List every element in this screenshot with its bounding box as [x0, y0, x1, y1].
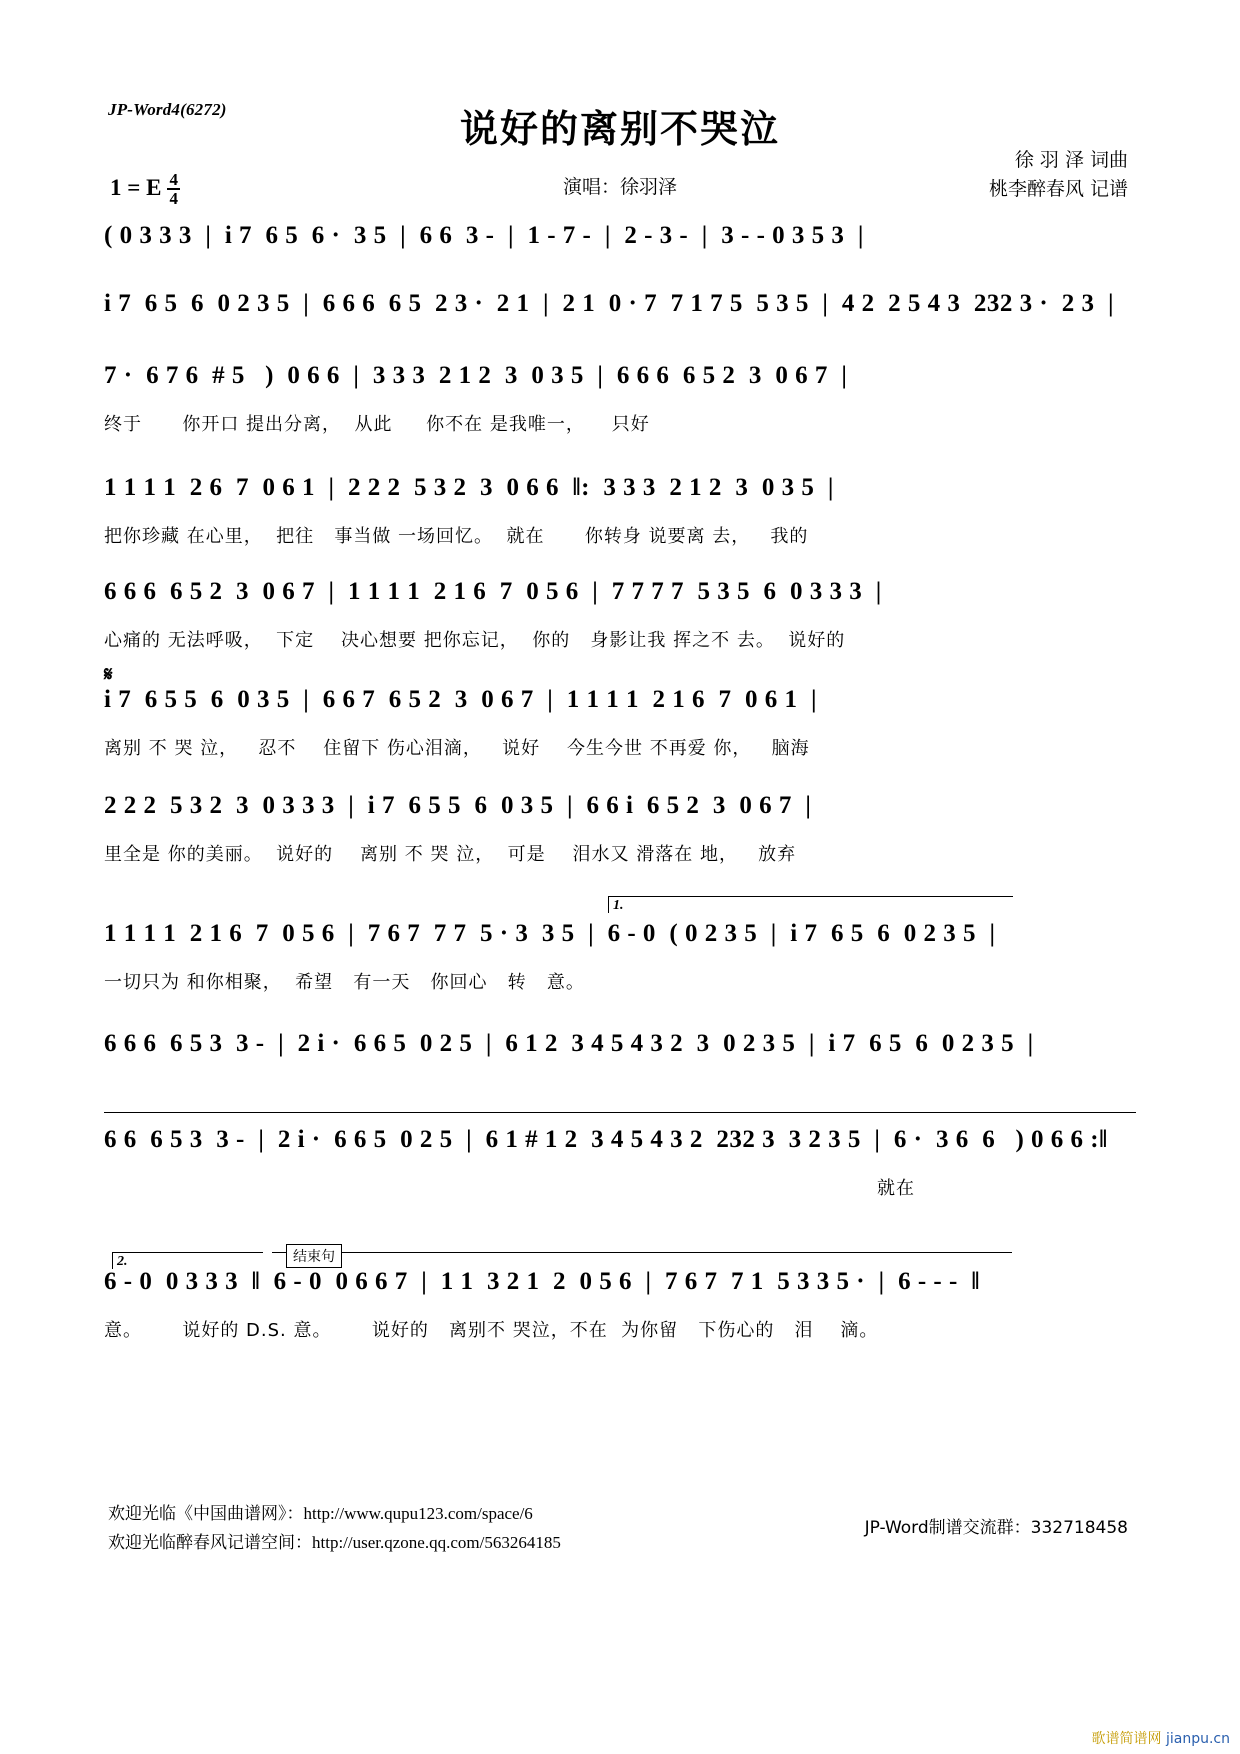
music-system: [104, 290, 1136, 338]
lyric-line: 终于 你开口 提出分离， 从此 你不在 是我唯一， 只好: [104, 414, 650, 435]
footer-group: JP-Word制谱交流群：332718458: [864, 1518, 1128, 1538]
key-signature: [110, 170, 180, 206]
notation-line: 1 1 1 1 2 1 6 7 0 5 6 | 7 6 7 7 7 5 · 3 3 5 | 6 - 0 ( 0 2 3 5 | i 7 6 5 6 0 2 3 5 |: [104, 920, 996, 947]
time-denominator: 4: [169, 189, 178, 208]
lyric-line: 把你珍藏 在心里， 把往 事当做 一场回忆。 就在 你转身 说要离 去， 我的: [104, 526, 809, 547]
page-title: 说好的离别不哭泣: [459, 107, 780, 151]
footer-line-1: 欢迎光临《中国曲谱网》：http://www.qupu123.com/space/6: [108, 1504, 533, 1524]
notation-line: 6 - 0 0 3 3 3 ‖ 6 - 0 0 6 6 7 | 1 1 3 2 1 2 0 5 6 | 7 6 7 7 1 5 3 3 5 · | 6 - - - ‖: [104, 1268, 980, 1295]
lyric-line: 里全是 你的美丽。 说好的 离别 不 哭 泣， 可是 泪水又 滑落在 地， 放弃: [104, 844, 797, 865]
volta-label: 2.: [117, 1254, 128, 1269]
credits: [989, 146, 1128, 205]
lyric-line: 就在: [104, 1178, 915, 1199]
footer-links: [108, 1500, 561, 1558]
notation-line: 6 6 6 5 3 3 - | 2 i · 6 6 5 0 2 5 | 6 1 # 1 2 3 4 5 4 3 2 232 3 3 2 3 5 | 6 · 3 6 6 ) 0 6 6 :‖: [104, 1126, 1108, 1153]
notation-line: 6 6 6 6 5 2 3 0 6 7 | 1 1 1 1 2 1 6 7 0 5 6 | 7 7 7 7 5 3 5 6 0 3 3 3 |: [104, 578, 882, 605]
watermark-en: jianpu.cn: [1165, 1731, 1230, 1747]
music-system: [104, 474, 1136, 548]
document-id: JP-Word4(6272): [108, 100, 227, 119]
volta-bracket-2: [112, 1252, 263, 1269]
system-divider: [272, 1252, 1012, 1253]
music-system: [104, 1268, 1136, 1342]
footer-line-2: 欢迎光临醉春风记谱空间：http://user.qzone.qq.com/563264185: [108, 1533, 561, 1553]
lyric-line: 一切只为 和你相聚， 希望 有一天 你回心 转 意。: [104, 972, 585, 993]
notation-line: 1 1 1 1 2 6 7 0 6 1 | 2 2 2 5 3 2 3 0 6 6 ‖: 3 3 3 2 1 2 3 0 3 5 |: [104, 474, 834, 501]
watermark-cn: 歌谱简谱网: [1091, 1731, 1162, 1747]
notation-line: 2 2 2 5 3 2 3 0 3 3 3 | i 7 6 5 5 6 0 3 5 | 6 6 i 6 5 2 3 0 6 7 |: [104, 792, 812, 819]
music-system: [104, 1126, 1136, 1200]
credit-transcriber: 桃李醉春风 记谱: [988, 178, 1128, 201]
volta-label: 1.: [613, 898, 624, 913]
time-signature: [167, 171, 180, 207]
segno-icon: 𝄋: [104, 664, 113, 686]
notation-line: ( 0 3 3 3 | i 7 6 5 6 · 3 5 | 6 6 3 - | 1 - 7 - | 2 - 3 - | 3 - - 0 3 5 3 |: [104, 222, 864, 249]
notation-line: i 7 6 5 5 6 0 3 5 | 6 6 7 6 5 2 3 0 6 7 | 1 1 1 1 2 1 6 7 0 6 1 |: [104, 686, 817, 713]
notation-line: 7 · 6 7 6 # 5 ) 0 6 6 | 3 3 3 2 1 2 3 0 3 5 | 6 6 6 6 5 2 3 0 6 7 |: [104, 362, 848, 389]
lyric-line: 心痛的 无法呼吸， 下定 决心想要 把你忘记， 你的 身影让我 挥之不 去。 说好的: [104, 630, 846, 651]
notation-line: 6 6 6 6 5 3 3 - | 2 i · 6 6 5 0 2 5 | 6 1 2 3 4 5 4 3 2 3 0 2 3 5 | i 7 6 5 6 0 2 3 5 |: [104, 1030, 1034, 1057]
lyric-line: 离别 不 哭 泣， 忍不 住留下 伤心泪滴， 说好 今生今世 不再爱 你， 脑海: [104, 738, 810, 759]
music-system: [104, 1030, 1136, 1078]
time-numerator: 4: [169, 170, 178, 189]
system-divider: [104, 1112, 1136, 1113]
credit-composer: 徐 羽 泽 词曲: [1014, 149, 1128, 171]
music-system: [104, 578, 1136, 652]
notation-line: i 7 6 5 6 0 2 3 5 | 6 6 6 6 5 2 3 · 2 1 | 2 1 0 · 7 7 1 7 5 5 3 5 | 4 2 2 5 4 3 232 3 · 2 3 |: [104, 290, 1114, 317]
ending-label: 结束句: [286, 1244, 342, 1268]
music-system: [104, 792, 1136, 866]
music-system: [104, 222, 1136, 270]
watermark: [1092, 1728, 1230, 1748]
lyric-line: 意。 说好的 D.S. 意。 说好的 离别不 哭泣，不在 为你留 下伤心的 泪 滴。: [104, 1320, 879, 1341]
singer-line: 演唱：徐羽泽: [562, 176, 677, 198]
key-label: 1 = E: [110, 175, 162, 200]
music-system: [104, 362, 1136, 436]
volta-bracket-1: [608, 896, 1013, 913]
music-system: [104, 920, 1136, 994]
music-system: [104, 686, 1136, 760]
